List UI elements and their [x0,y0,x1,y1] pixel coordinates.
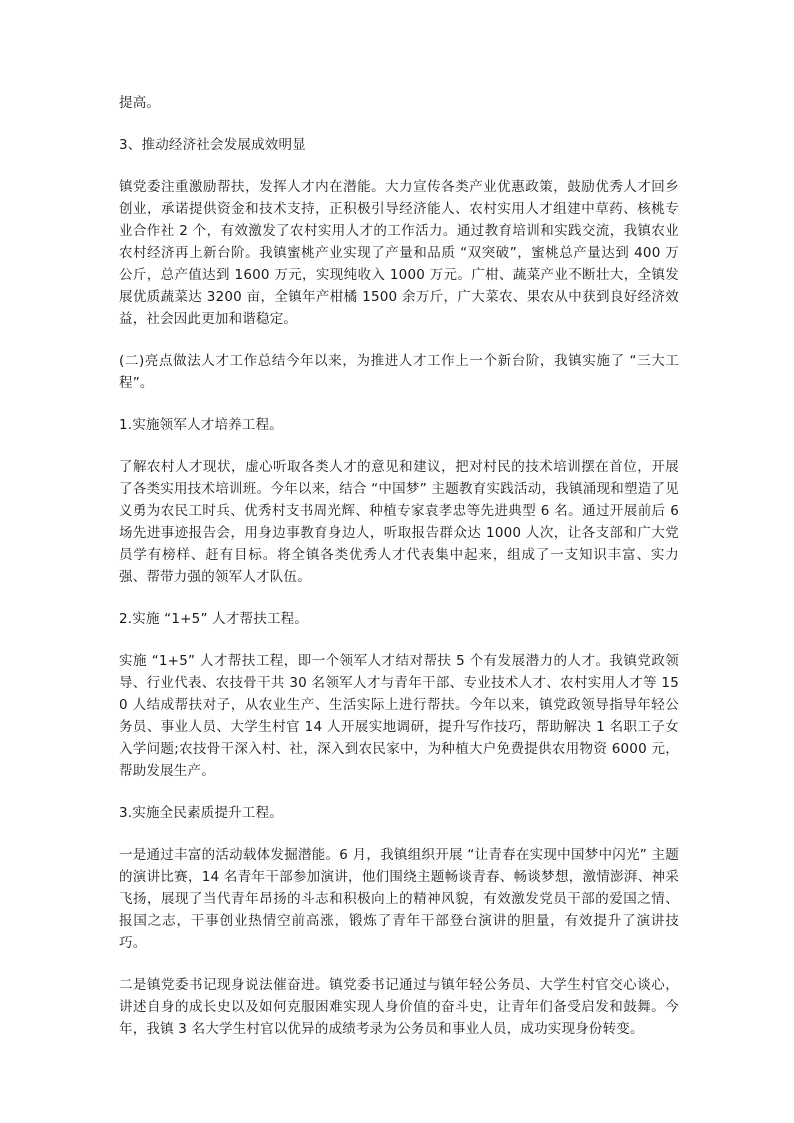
paragraph-economy: 镇党委注重激励帮扶，发挥人才内在潜能。大力宣传各类产业优惠政策，鼓励优秀人才回乡创业，承诺提供资金和技术支持，正积极引导经济能人、农村实用人才组建中草药、核桃专业合作社 2 个，有效激发了农村实用人才的工作活力。通过教育培训和实践交流，我镇农业农村经济再上新台阶。我镇蜜桃产业实现了产量和品质 “双突破”，蜜桃总产量达到 400 万公斤，总产值达到 1600 万元，实现纯收入 1000 万元。广柑、蔬菜产业不断壮大，全镇发展优质蔬菜达 3200 亩，全镇年产柑橘 1500 余万斤，广大菜农、果农从中获到良好经济效益，社会因此更加和谐稳定。 [119,179,679,327]
document-page [119,92,679,1060]
paragraph-highlights: (二)亮点做法人才工作总结今年以来，为推进人才工作上一个新台阶，我镇实施了 “三大工程”。 [119,353,679,391]
paragraph-one-plus-five: 实施 “1+5” 人才帮扶工程，即一个领军人才结对帮扶 5 个有发展潜力的人才。我镇党政领导、行业代表、农技骨干共 30 名领军人才与青年干部、专业技术人才、农村实用人才等 150 人结成帮扶对子，从农业生产、生活实际上进行帮扶。今年以来，镇党政领导指导年轻公务员、事业人员、大学生村官 14 人开展实地调研，提升写作技巧，帮助解决 1 名职工子女入学问题;农技骨干深入村、社，深入到农民家中，为种植大户免费提供农用物资 6000 元，帮助发展生产。 [119,653,679,779]
paragraph-intro-fragment: 提高。 [119,95,161,111]
subheading-3: 3.实施全民素质提升工程。 [119,805,283,821]
subheading-1: 1.实施领军人才培养工程。 [119,417,283,433]
paragraph-leader-talent: 了解农村人才现状，虚心听取各类人才的意见和建议，把对村民的技术培训摆在首位，开展了各类实用技术培训班。今年以来，结合 “中国梦” 主题教育实践活动，我镇涌现和塑造了见义勇为农民工时兵、优秀村支书周光辉、种植专家袁孝忠等先进典型 6 名。通过开展前后 6 场先进事迹报告会，用身边事教育身边人，听取报告群众达 1000 人次，让各支部和广大党员学有榜样、赶有目标。将全镇各类优秀人才代表集中起来，组成了一支知识丰富、实力强、帮带力强的领军人才队伍。 [119,459,679,585]
paragraph-party-secretary: 二是镇党委书记现身说法催奋进。镇党委书记通过与镇年轻公务员、大学生村官交心谈心，讲述自身的成长史以及如何克服困难实现人身价值的奋斗史，让青年们备受启发和鼓舞。今年，我镇 3 名大学生村官以优异的成绩考录为公务员和事业人员，成功实现身份转变。 [119,977,679,1037]
subheading-2: 2.实施 “1+5” 人才帮扶工程。 [119,611,309,627]
section-heading-3: 3、推动经济社会发展成效明显 [119,137,306,153]
paragraph-speech-contest: 一是通过丰富的活动载体发掘潜能。6 月，我镇组织开展 “让青春在实现中国梦中闪光” 主题的演讲比赛，14 名青年干部参加演讲，他们围绕主题畅谈青春、畅谈梦想，激情澎湃、神采飞扬，展现了当代青年昂扬的斗志和积极向上的精神风貌，有效激发党员干部的爱国之情、报国之志，干事创业热情空前高涨，锻炼了青年干部登台演讲的胆量，有效提升了演讲技巧。 [119,847,679,951]
